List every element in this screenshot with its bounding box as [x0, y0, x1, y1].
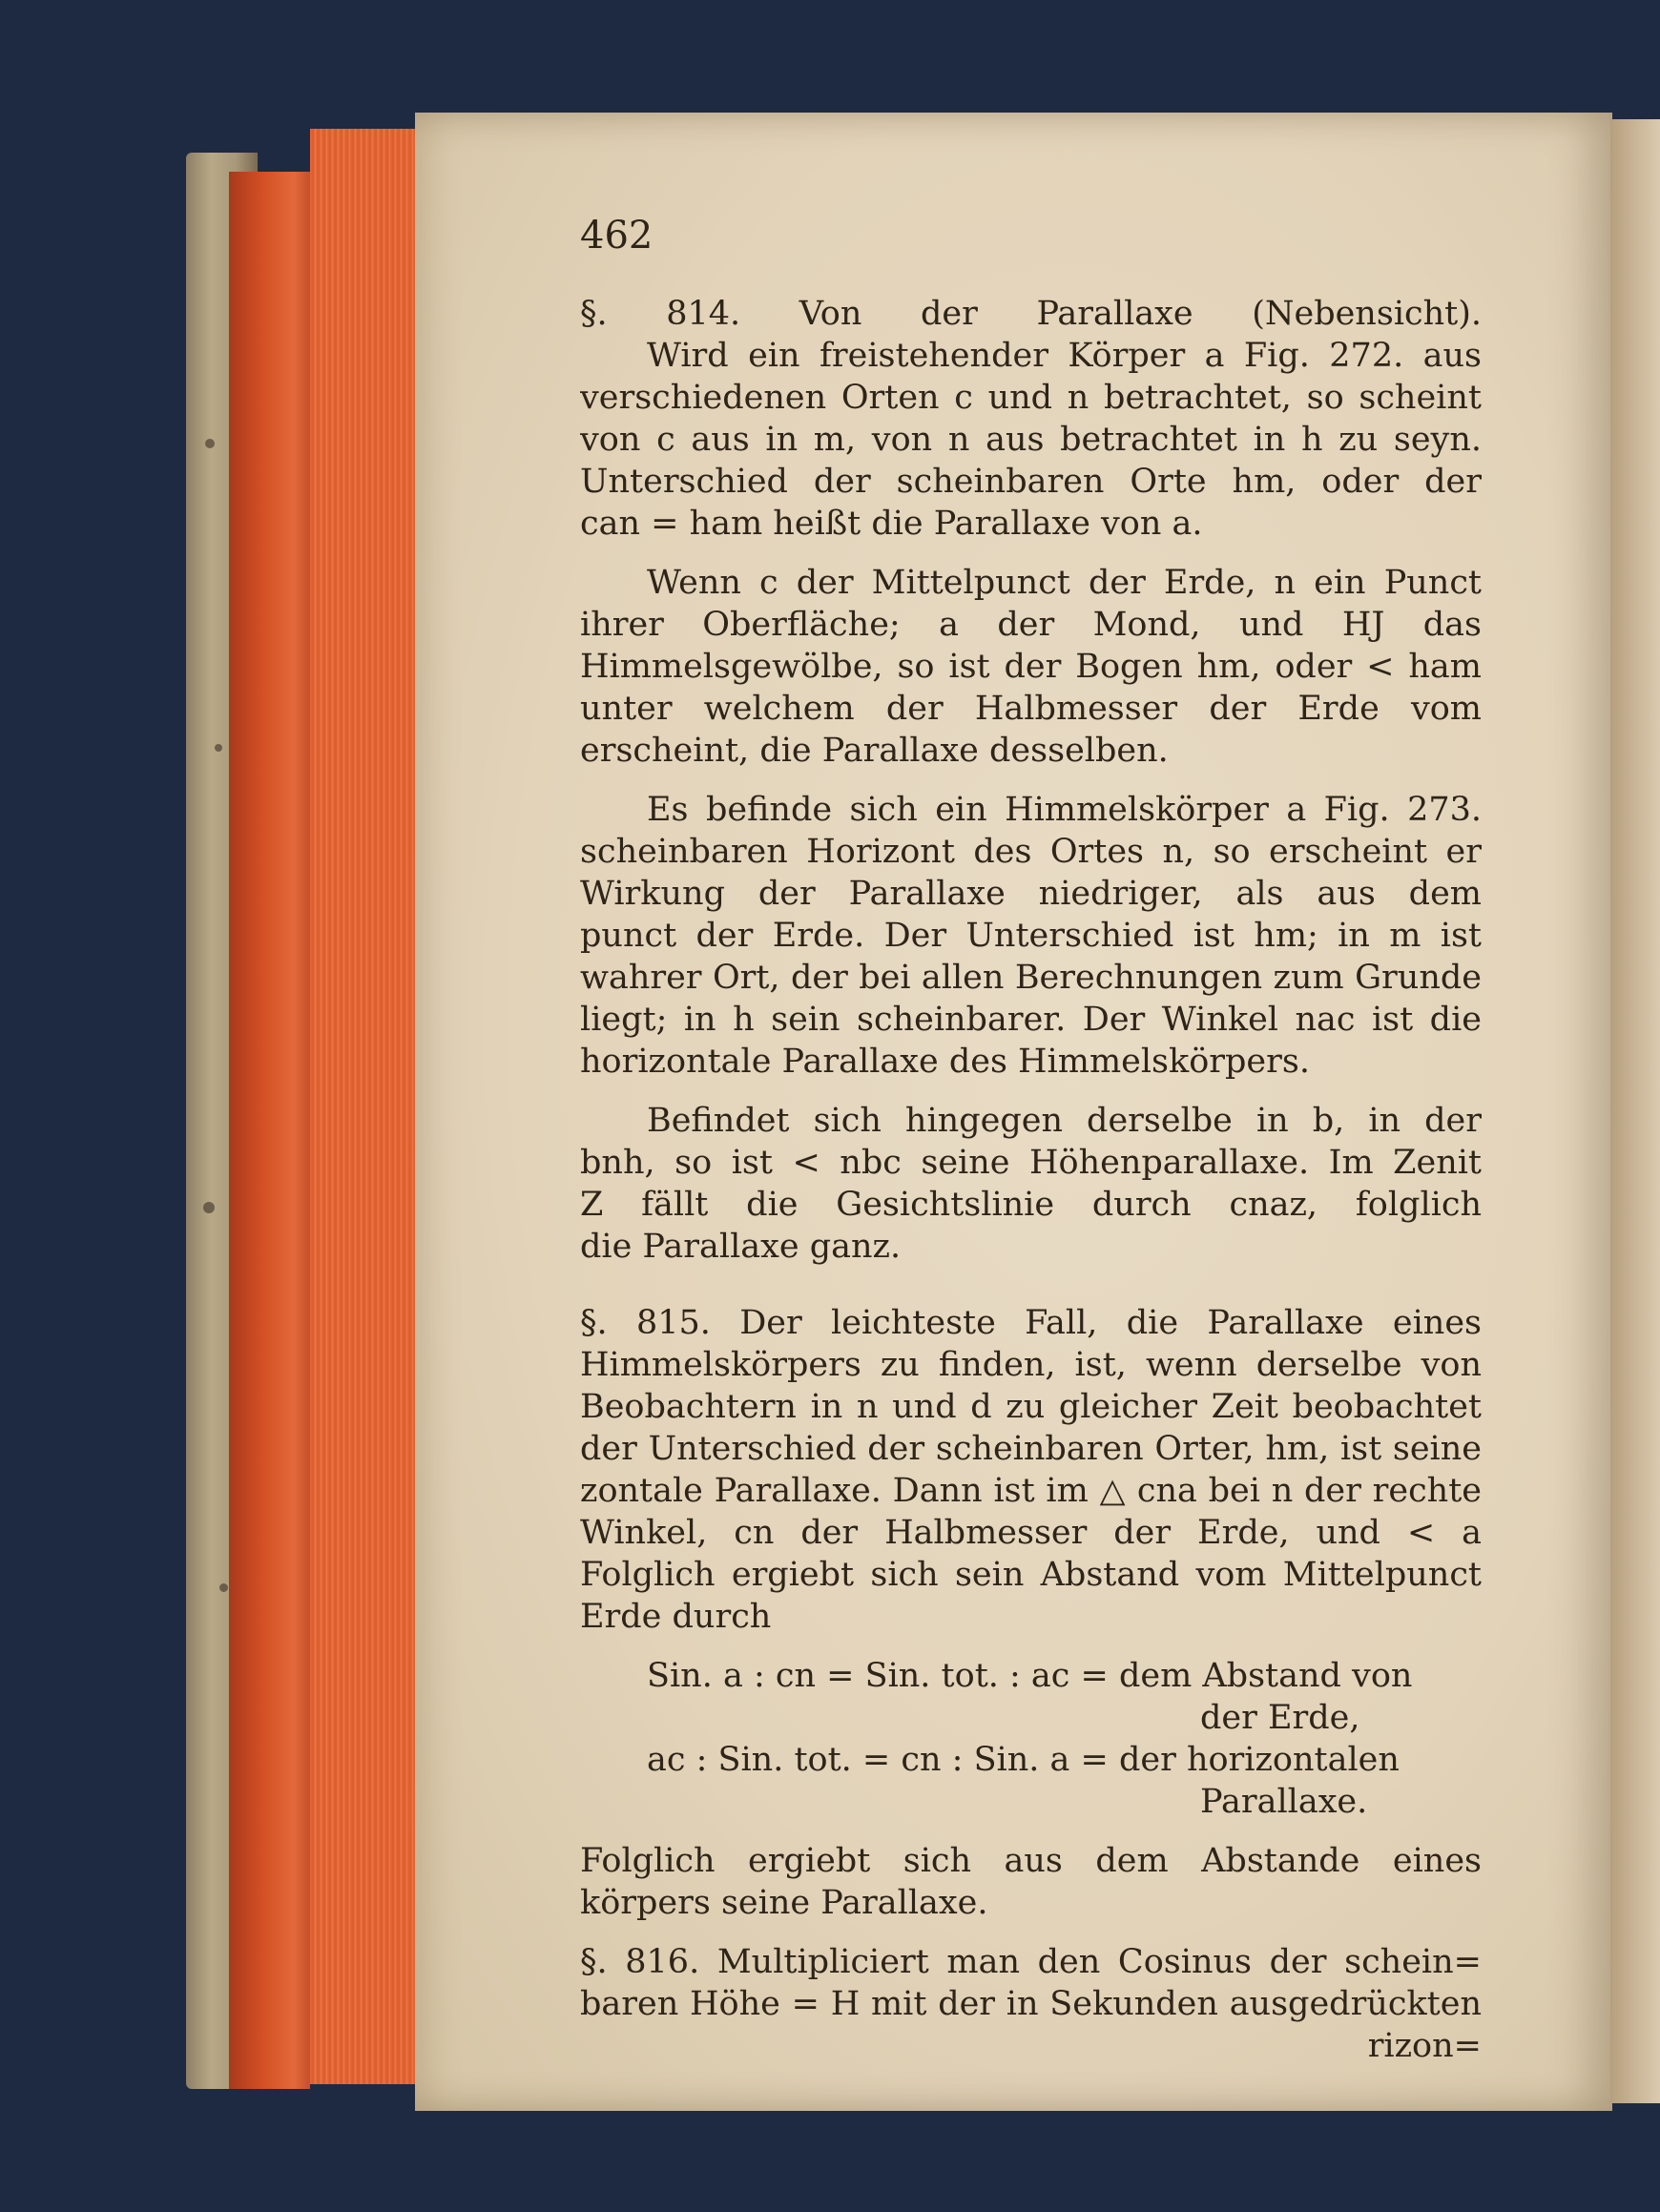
text-line: verschiedenen Orten c und n betrachtet, so scheint: [580, 379, 1482, 417]
text-line: ihrer Oberfläche; a der Mond, und HJ das: [580, 606, 1482, 644]
text-line: Wenn c der Mittelpunct der Erde, n ein Punct: [647, 564, 1482, 602]
text-line: von c aus in m, von n aus betrachtet in h zu seyn.: [580, 421, 1482, 459]
text-line: Folglich ergiebt sich sein Abstand vom Mittelpunct: [580, 1556, 1482, 1594]
stacked-page-edges: [310, 129, 425, 2084]
text-line: Unterschied der scheinbaren Orte hm, oder der: [580, 463, 1482, 501]
cover-stain: [215, 744, 222, 752]
text-line: bnh, so ist < nbc seine Höhenparallaxe. Im Zenit: [580, 1144, 1482, 1182]
text-line: Himmelskörpers zu finden, ist, wenn derselbe von: [580, 1346, 1482, 1384]
text-line: Wirkung der Parallaxe niedriger, als aus dem: [580, 875, 1482, 913]
text-line: erscheint, die Parallaxe desselben.: [580, 732, 1169, 770]
text-line: Himmelsgewölbe, so ist der Bogen hm, oder < ham: [580, 648, 1482, 686]
text-line: punct der Erde. Der Unterschied ist hm; in m ist: [580, 917, 1482, 955]
text-line: zontale Parallaxe. Dann ist im △ cna bei n der rechte: [580, 1472, 1482, 1510]
text-line: wahrer Ort, der bei allen Berechnungen zum Grunde: [580, 959, 1482, 997]
section-heading: §. 814. Von der Parallaxe (Nebensicht).: [580, 295, 1482, 333]
text-line: horizontale Parallaxe des Himmelskörpers.: [580, 1043, 1310, 1081]
text-line: liegt; in h sein scheinbarer. Der Winkel nac ist die: [580, 1001, 1482, 1039]
section-heading: §. 815. Der leichteste Fall, die Parallaxe eines: [580, 1304, 1482, 1342]
page-number: 462: [580, 214, 654, 258]
text-line: körpers seine Parallaxe.: [580, 1884, 988, 1922]
text-line: die Parallaxe ganz.: [580, 1228, 902, 1266]
text-line: Beobachtern in n und d zu gleicher Zeit beobachtet: [580, 1388, 1482, 1426]
red-page-edge: [229, 172, 310, 2089]
section-heading: §. 816. Multipliciert man den Cosinus der schein=: [580, 1943, 1482, 1981]
text-line: baren Höhe = H mit der in Sekunden ausgedrückten: [580, 1985, 1482, 2023]
text-line: Befindet sich hingegen derselbe in b, in der: [647, 1102, 1482, 1140]
text-line: scheinbaren Horizont des Ortes n, so erscheint er: [580, 833, 1482, 871]
text-line: der Unterschied der scheinbaren Orter, hm, ist seine: [580, 1430, 1482, 1468]
cover-stain: [203, 1202, 215, 1213]
text-line: Winkel, cn der Halbmesser der Erde, und < a: [580, 1514, 1482, 1552]
text-line: rizon=: [1367, 2027, 1482, 2065]
text-line: unter welchem der Halbmesser der Erde vom: [580, 690, 1482, 728]
cover-stain: [219, 1583, 228, 1592]
formula-line: der Erde,: [1200, 1699, 1360, 1737]
formula-line: Sin. a : cn = Sin. tot. : ac = dem Abstand von: [647, 1657, 1413, 1695]
text-line: Z fällt die Gesichtslinie durch cnaz, folglich: [580, 1186, 1482, 1224]
text-line: Erde durch: [580, 1598, 772, 1636]
page-text: [580, 215, 1482, 2067]
formula-line: Parallaxe.: [1200, 1783, 1368, 1821]
formula-line: ac : Sin. tot. = cn : Sin. a = der horizontalen: [647, 1741, 1400, 1779]
text-line: can = ham heißt die Parallaxe von a.: [580, 505, 1203, 543]
text-line: Es befinde sich ein Himmelskörper a Fig. 273.: [647, 791, 1482, 829]
cover-stain: [205, 439, 215, 448]
text-line: Wird ein freistehender Körper a Fig. 272. aus: [647, 337, 1482, 375]
text-line: Folglich ergiebt sich aus dem Abstande eines: [580, 1842, 1482, 1880]
facing-page-edge: [1610, 119, 1660, 2103]
